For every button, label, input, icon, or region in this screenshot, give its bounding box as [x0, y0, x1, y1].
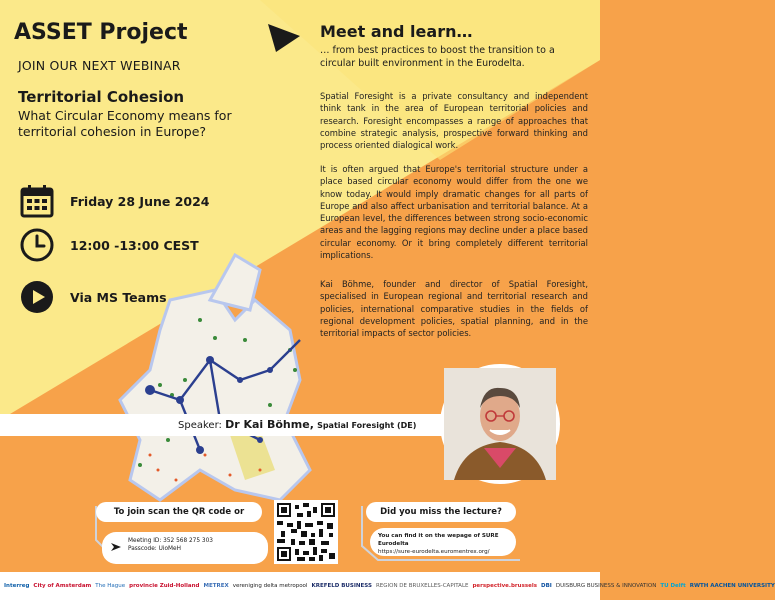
logo-delta-metropool: vereniging delta metropool [232, 582, 308, 589]
qr-label-pill [96, 502, 262, 522]
theme-subtitle: What Circular Economy means for territorial cohesion in Europe? [18, 108, 232, 139]
logo-rwth: RWTH AACHEN UNIVERSITY [689, 582, 775, 589]
qr-code[interactable] [274, 500, 338, 564]
theme-title: Territorial Cohesion [18, 88, 185, 106]
missed-lecture-label: Did you miss the lecture? [380, 507, 502, 517]
logo-perspective-brussels: perspective.brussels [472, 582, 538, 589]
event-date-row [18, 182, 210, 220]
speaker-portrait [440, 364, 560, 484]
logo-dbi: DBI [541, 582, 552, 589]
calendar-icon [18, 182, 56, 220]
lecture-info [370, 528, 516, 556]
project-title: ASSET Project [14, 20, 188, 45]
logo-krefeld: KREFELD BUSINESS [311, 582, 372, 589]
meet-and-learn-title: Meet and learn… [320, 22, 473, 41]
meeting-id: Meeting ID: 352 568 275 303 [128, 538, 213, 544]
lecture-link[interactable]: https://sure-eurodelta.euromentrex.org/ [378, 549, 490, 555]
logo-zuid-holland: provincie Zuid-Holland [129, 582, 200, 589]
meet-and-learn-subtitle: … from best practices to boost the transition to a circular built environment in the Eurodelta. [320, 45, 555, 69]
speaker-name: Dr Kai Böhme, [225, 418, 314, 431]
logo-duisburg: DUISBURG BUSINESS & INNOVATION [555, 582, 657, 589]
partner-logos [0, 572, 775, 600]
logo-amsterdam: City of Amsterdam [33, 582, 92, 589]
play-icon [18, 278, 56, 316]
event-platform-row [18, 278, 167, 316]
missed-lecture-pill [366, 502, 516, 522]
event-time-row [18, 226, 199, 264]
meeting-passcode: Passcode: UioMeH [128, 546, 181, 552]
event-date: Friday 28 June 2024 [70, 193, 210, 209]
speaker-label: Speaker: [178, 420, 222, 431]
event-time: 12:00 -13:00 CEST [70, 237, 199, 253]
logo-interreg: Interreg [4, 582, 30, 589]
clock-icon [18, 226, 56, 264]
meeting-details [102, 532, 268, 564]
logo-bruxelles: REGION DE BRUXELLES-CAPITALE [375, 582, 469, 589]
logo-tu-delft: TU Delft [660, 582, 686, 589]
paragraph-territorial-structure: It is often argued that Europe's territorial structure under a place based circular economy would differ from the one we know today. It would imply dramatic changes for all parts of Europe and also affect urbanisation and territorial balance. At a European level, the differences between strong socio-economic areas and the lagging regions may decline under a place based circular economy. Or it bring completely different territorial implications. [320, 164, 588, 261]
speaker-line [178, 418, 416, 431]
qr-label: To join scan the QR code or [113, 507, 245, 517]
logo-the-hague: The Hague [95, 582, 126, 589]
logo-metrex: METREX [203, 582, 229, 589]
event-platform: Via MS Teams [70, 289, 167, 305]
speaker-affiliation: Spatial Foresight (DE) [317, 421, 417, 430]
paragraph-spatial-foresight: Spatial Foresight is a private consultancy and independent think tank in the area of European territorial policies and research. Foresight encompasses a range of approaches that combine strategic analysis, prospective forward thinking and process oriented dialogical work. [320, 91, 588, 151]
join-webinar-label: JOIN OUR NEXT WEBINAR [18, 58, 181, 73]
paragraph-speaker-bio: Kai Böhme, founder and director of Spatial Foresight, specialised in European regional and territorial research and policies, international comparative studies in the fields of regional development policies, spatial planning, and in the territorial impacts of sector policies. [320, 279, 588, 339]
lecture-line1: You can find it on the wepage of SURE Eurodelta [378, 533, 499, 547]
arrow-right-icon [110, 541, 122, 553]
